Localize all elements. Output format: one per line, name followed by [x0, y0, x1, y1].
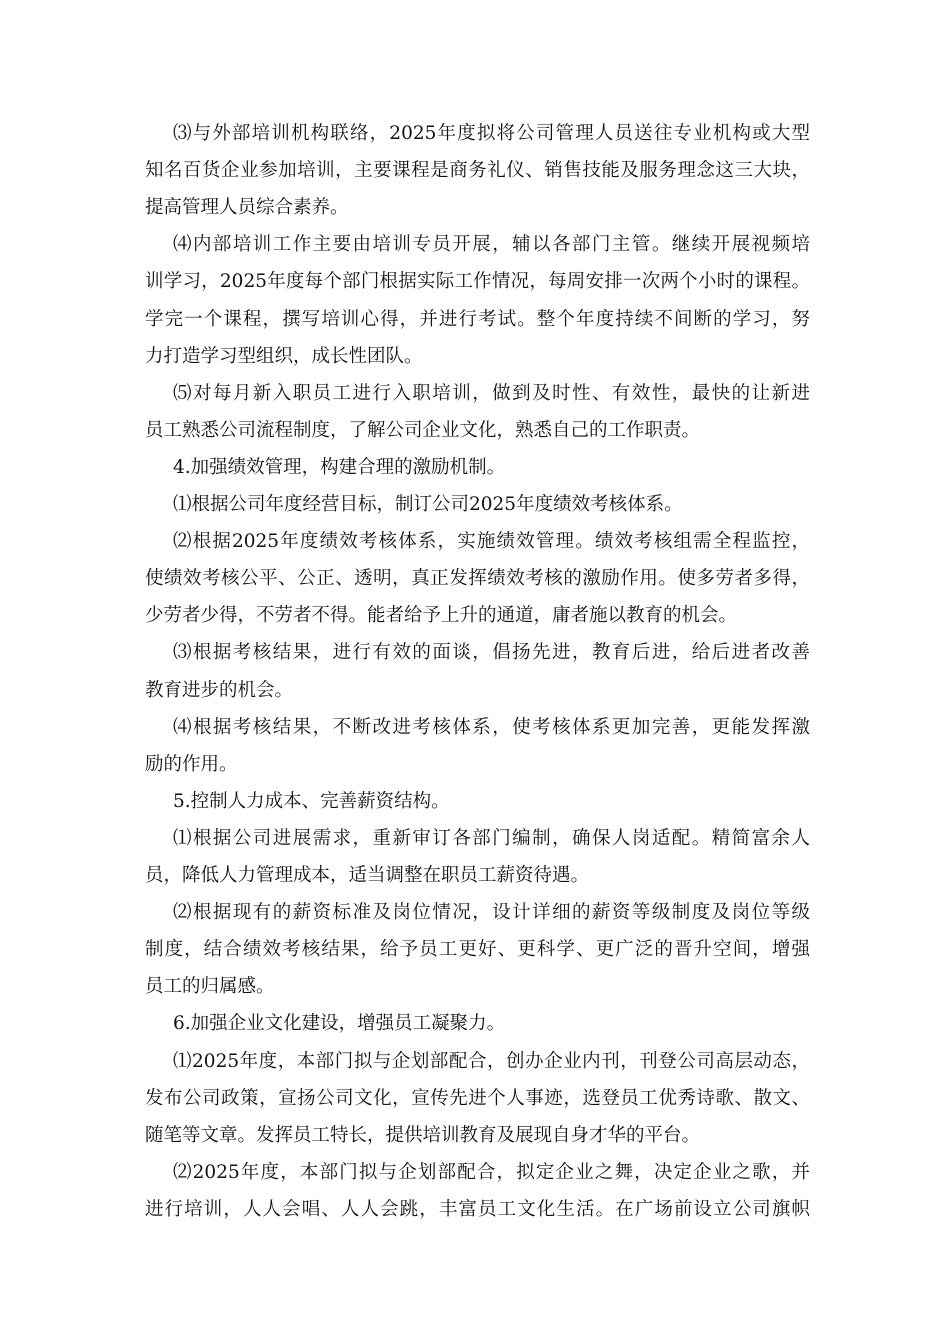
- text-line: 制度，结合绩效考核结果，给予员工更好、更科学、更广泛的晋升空间，增强: [145, 939, 810, 961]
- text-line: ⑵2025年度，本部门拟与企划部配合，拟定企业之舞，决定企业之歌，并: [173, 1161, 810, 1183]
- text-line: 发布公司政策，宣扬公司文化，宣传先进个人事迹，选登员工优秀诗歌、散文、: [145, 1087, 810, 1109]
- text-line: ⑴根据公司年度经营目标，制订公司2025年度绩效考核体系。: [173, 494, 683, 515]
- text-line: 学完一个课程，撰写培训心得，并进行考试。整个年度持续不间断的学习，努: [145, 308, 810, 330]
- text-line: 员工熟悉公司流程制度，了解公司企业文化，熟悉自己的工作职责。: [145, 419, 701, 441]
- text-line: 员，降低人力管理成本，适当调整在职员工薪资待遇。: [145, 865, 590, 886]
- text-line: ⑵根据现有的薪资标准及岗位情况，设计详细的薪资等级制度及岗位等级: [173, 902, 810, 924]
- text-line: 4.加强绩效管理，构建合理的激励机制。: [173, 456, 506, 478]
- text-line: ⑴根据公司进展需求，重新审订各部门编制，确保人岗适配。精简富余人: [173, 827, 810, 849]
- text-line: 少劳者少得，不劳者不得。能者给予上升的通道，庸者施以教育的机会。: [145, 605, 738, 627]
- text-line: 知名百货企业参加培训，主要课程是商务礼仪、销售技能及服务理念这三大块，: [145, 160, 810, 182]
- text-line: 5.控制人力成本、完善薪资结构。: [173, 790, 450, 812]
- text-line: ⑸对每月新入职员工进行入职培训，做到及时性、有效性，最快的让新进: [173, 382, 810, 404]
- text-line: 员工的归属感。: [145, 976, 275, 998]
- text-line: ⑶与外部培训机构联络，2025年度拟将公司管理人员送往专业机构或大型: [173, 123, 810, 144]
- text-line: 6.加强企业文化建设，增强员工凝聚力。: [173, 1013, 506, 1035]
- text-line: 随笔等文章。发挥员工特长，提供培训教育及展现自身才华的平台。: [145, 1124, 701, 1146]
- text-line: 教育进步的机会。: [145, 679, 294, 701]
- text-line: 训学习，2025年度每个部门根据实际工作情况，每周安排一次两个小时的课程。: [145, 271, 810, 293]
- text-line: 励的作用。: [145, 753, 238, 775]
- text-line: ⑴2025年度，本部门拟与企划部配合，创办企业内刊，刊登公司高层动态，: [173, 1050, 810, 1072]
- text-line: 力打造学习型组织，成长性团队。: [145, 345, 423, 367]
- text-line: ⑶根据考核结果，进行有效的面谈，倡扬先进，教育后进，给后进者改善: [173, 642, 810, 664]
- text-line: 使绩效考核公平、公正、透明，真正发挥绩效考核的激励作用。使多劳者多得，: [145, 568, 810, 590]
- text-line: 提高管理人员综合素养。: [145, 197, 349, 219]
- text-line: ⑷根据考核结果，不断改进考核体系，使考核体系更加完善，更能发挥激: [173, 716, 810, 738]
- text-line: 进行培训，人人会唱、人人会跳，丰富员工文化生活。在广场前设立公司旗帜: [145, 1198, 810, 1220]
- text-line: ⑷内部培训工作主要由培训专员开展，辅以各部门主管。继续开展视频培: [173, 234, 810, 256]
- text-line: ⑵根据2025年度绩效考核体系，实施绩效管理。绩效考核组需全程监控，: [173, 531, 810, 553]
